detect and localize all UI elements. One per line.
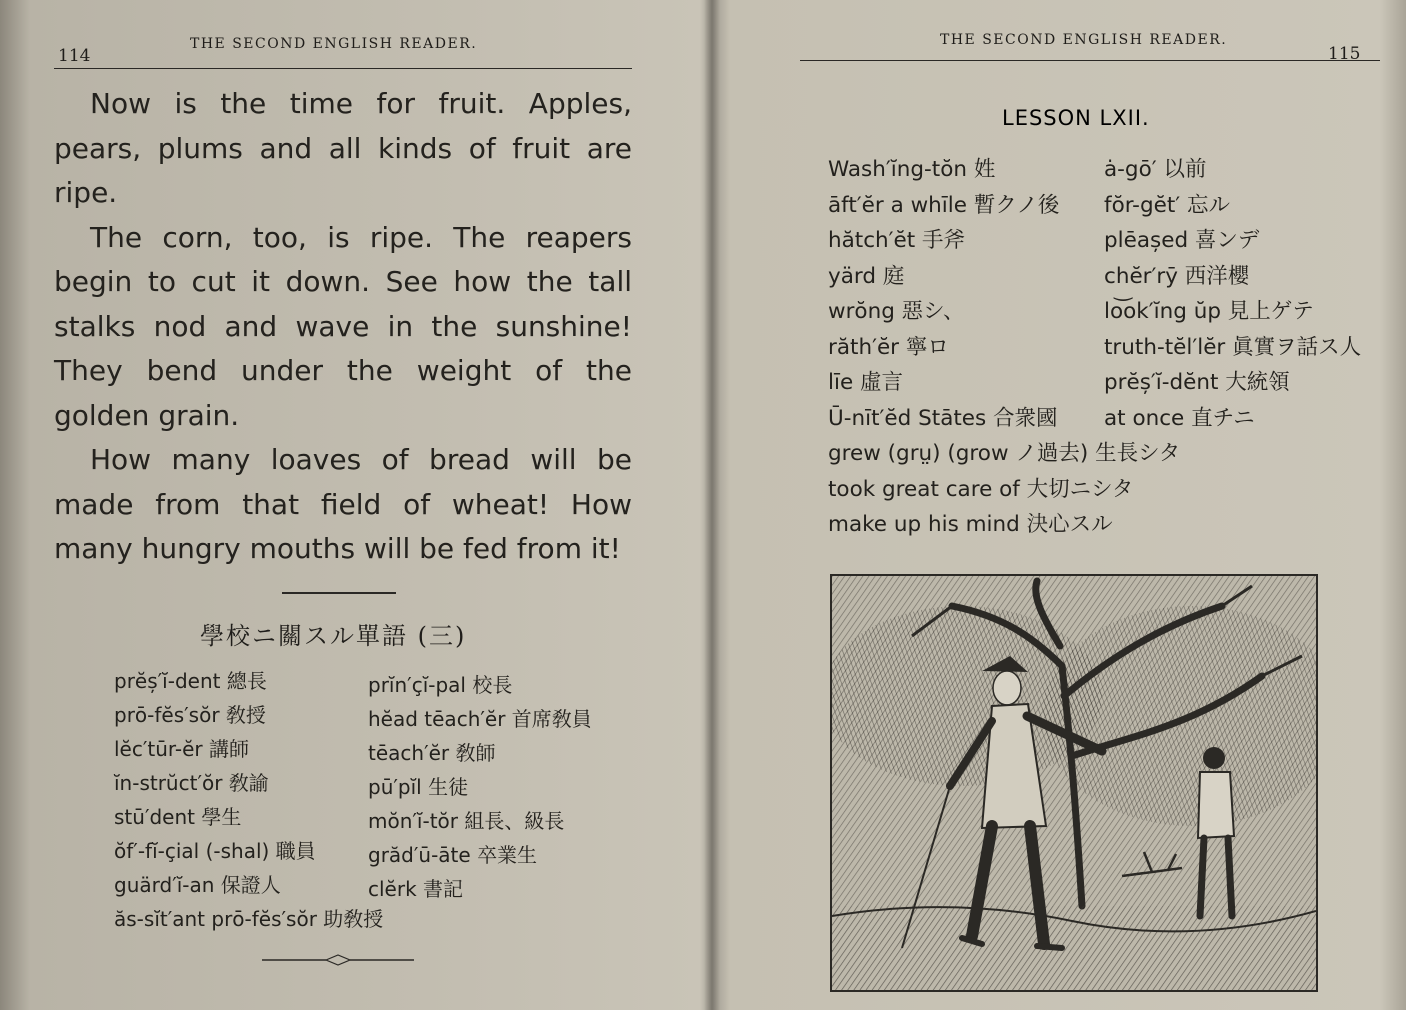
word-item: yärd 庭 [828, 263, 905, 289]
word-item: at once 直チニ [1104, 405, 1255, 431]
vocab-item: ĭn-strŭct′ŏr 敎諭 [114, 771, 269, 795]
vocab-item: clĕrk 書記 [368, 877, 464, 901]
word-item: āft′ĕr a whīle 暫クノ後 [828, 192, 1060, 218]
vocab-item: ăs-sĭt′ant prō-fĕs′sŏr 助敎授 [114, 907, 384, 931]
lesson-title: LESSON LXII. [1002, 106, 1150, 130]
paragraph: The corn, too, is ripe. The reapers begin to cut it down. See how the tall stalks nod and wave in the sunshine! They bend under the weight of the golden grain. [54, 220, 632, 432]
header-rule [800, 60, 1380, 61]
paragraph: How many loaves of bread will be made from that field of wheat! How many hungry mouths will be fed from it! [54, 443, 632, 565]
running-head: THE SECOND ENGLISH READER. [190, 36, 478, 52]
vocab-item: lĕc′tūr-ĕr 講師 [114, 737, 249, 761]
word-item: plēașed 喜ンデ [1104, 228, 1260, 253]
word-item: prĕș′ĭ-dĕnt 大統領 [1104, 370, 1290, 395]
word-item: Wash′ĭng-tŏn 姓 [828, 157, 996, 182]
word-item: līe 虛言 [828, 370, 904, 395]
vocab-item: prĭn′çĭ-pal 校長 [368, 673, 513, 697]
vocab-item: prō-fĕs′sŏr 敎授 [114, 703, 266, 727]
vocab-title: 學校ニ關スル單語 (三) [200, 622, 467, 650]
vocab-item: tēach′ĕr 敎師 [368, 741, 496, 765]
word-item: chĕr′rȳ 西洋櫻 [1104, 263, 1250, 289]
vocab-item: ŏf′-fĭ-çial (-shal) 職員 [114, 839, 316, 863]
vocab-item: pū′pĭl 生徒 [368, 775, 469, 799]
body-text [54, 82, 632, 572]
washington-cherry-tree-engraving-icon [832, 576, 1316, 990]
word-item: grew (grṳ) (grow ノ過去) 生長シタ [828, 441, 1181, 466]
word-item: lo͝ok′ĭng ŭp 見上ゲテ [1104, 299, 1314, 324]
paragraph: Now is the time for fruit. Apples, pears, plums and all kinds of fruit are ripe. [54, 87, 632, 209]
word-item: fŏr-gĕt′ 忘ル [1104, 192, 1230, 218]
word-item: wrŏng 惡シ、 [828, 299, 965, 324]
vocab-item: mŏn′ĭ-tŏr 組長、級長 [368, 809, 565, 833]
vocab-item: prĕș′ĭ-dent 總長 [114, 669, 267, 693]
page-number: 114 [58, 46, 91, 66]
vocab-item: grăd′ū-āte 卒業生 [368, 843, 538, 867]
word-item: took great care of 大切ニシタ [828, 476, 1134, 502]
word-item: truth-tĕl′lĕr 眞實ヲ話ス人 [1104, 334, 1362, 360]
vocab-item: guärd′ĭ-an 保證人 [114, 873, 281, 897]
section-divider [282, 592, 396, 594]
vocab-item: stū′dent 學生 [114, 805, 242, 829]
word-column-right [1104, 152, 1361, 436]
word-item: răth′ĕr 寧ロ [828, 334, 949, 360]
running-head: THE SECOND ENGLISH READER. [940, 32, 1228, 48]
header-rule [54, 68, 632, 69]
ornament-divider-icon [262, 954, 414, 966]
vocab-item: hĕad tēach′ĕr 首席敎員 [368, 707, 592, 731]
word-item: hătch′ĕt 手斧 [828, 228, 966, 253]
word-item: Ū-nīt′ĕd Stātes 合衆國 [828, 405, 1058, 431]
vocab-column-left [114, 664, 383, 936]
page-number: 115 [1328, 44, 1361, 64]
word-item: ȧ-gō′ 以前 [1104, 157, 1207, 182]
illustration [830, 574, 1318, 992]
word-item: make up his mind 決心スル [828, 512, 1113, 537]
vocab-column-right [368, 668, 592, 906]
